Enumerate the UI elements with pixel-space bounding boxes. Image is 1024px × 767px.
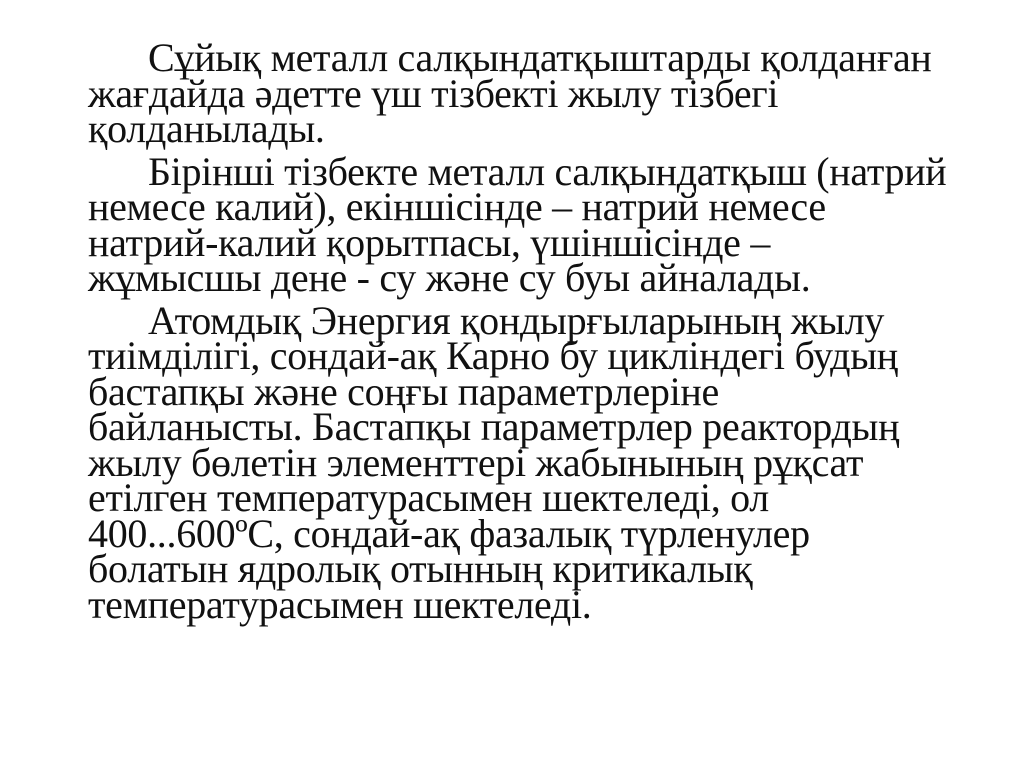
paragraph-2 [28, 148, 1018, 300]
text-line: болатын ядролық отынның критикалық [88, 546, 753, 591]
text-line: тиімділігі, сондай-ақ Карно бу цикліндегі будың [88, 333, 898, 378]
paragraph-1 [28, 35, 1018, 151]
text-line: жылу бөлетін элементтері жабынының рұқсат [88, 439, 864, 485]
text-line: температурасымен шектеледі. [88, 581, 592, 627]
text-line: 400...600ºС, сондай-ақ фазалық түрленулер [88, 510, 810, 556]
text-line: қолданылады. [88, 106, 325, 151]
slide-text-body [28, 35, 1018, 629]
text-line: Атомдық Энергия қондырғыларының жылу [148, 297, 885, 343]
text-line: бастапқы және соңғы параметрлеріне [88, 368, 719, 414]
text-line: етілген температурасымен шектеледі, ол [88, 475, 769, 520]
text-line: жағдайда әдетте үш тізбекті жылу тізбегі [88, 70, 779, 116]
text-line: жұмысшы дене - су және су буы айналады. [88, 255, 811, 300]
text-line: байланысты. Бастапқы параметрлер реактордың [88, 404, 900, 449]
text-line: натрий-калий қорытпасы, үшіншісінде – [88, 219, 771, 265]
text-line: Сұйық металл салқындатқыштарды қолданған [148, 35, 932, 80]
text-line: немесе калий), екіншісінде – натрий немесе [88, 184, 826, 229]
text-line: Бірінші тізбекте металл салқындатқыш (натрий [148, 148, 947, 194]
paragraph-3 [28, 297, 1018, 627]
